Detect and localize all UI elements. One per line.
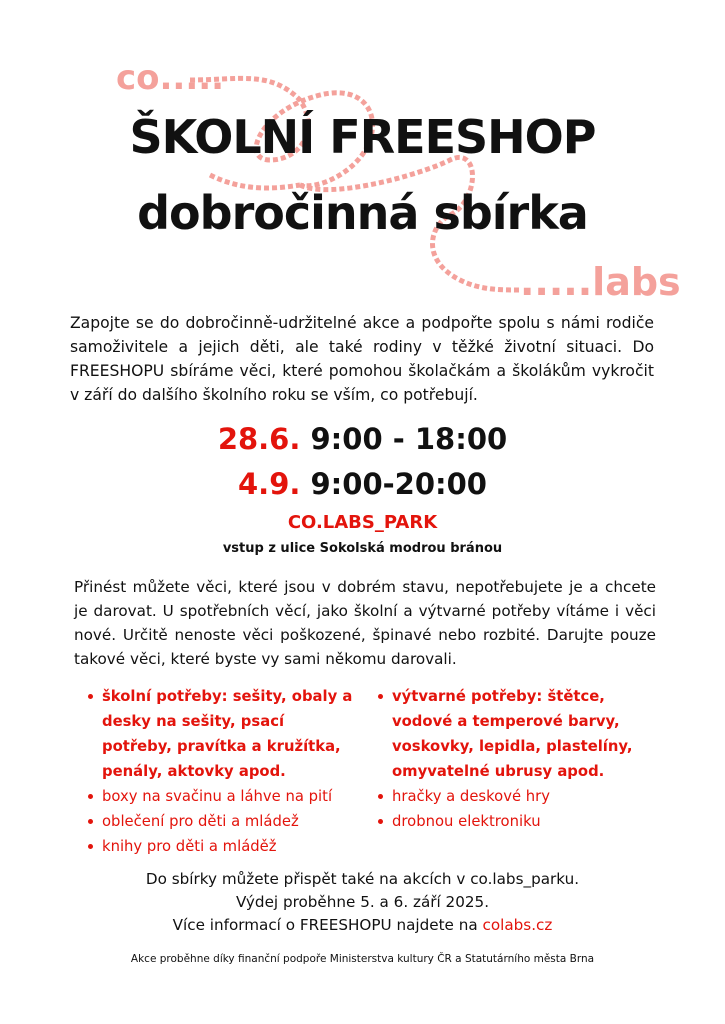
- colabs-link[interactable]: colabs.cz: [482, 916, 553, 934]
- list-item: knihy pro děti a mláděž: [86, 834, 356, 859]
- list-item: výtvarné potřeby: štětce, vodové a temperové barvy, voskovky, lepidla, plastelíny, omyvatelné ubrusy apod.: [376, 684, 666, 784]
- items-list-right: [376, 684, 666, 834]
- list-item: školní potřeby: sešity, obaly a desky na sešity, psací potřeby, pravítka a kružítka, penály, aktovky apod.: [86, 684, 356, 784]
- intro-paragraph: Zapojte se do dobročinně-udržitelné akce a podpořte spolu s námi rodiče samoživitele a jejich děti, ale také rodiny v těžké životní situaci. Do FREESHOPU sbíráme věci, které pomohou školačkám a školákům vykročit v září do dalšího školního roku se vším, co potřebují.: [70, 314, 654, 404]
- footer-info-text: Více informací o FREESHOPU najdete na: [172, 916, 483, 934]
- date-day: 28.6.: [217, 422, 301, 456]
- date-day: 4.9.: [238, 467, 301, 501]
- list-item: hračky a deskové hry: [376, 784, 666, 809]
- donation-paragraph: Přinést můžete věci, které jsou v dobrém stavu, nepotřebujete je a chcete je darovat. U spotřebních věcí, jako školní a výtvarné potřeby vítáme i věci nové. Určitě nenoste věci poškozené, špinavé nebo rozbité. Darujte pouze takové věci, které byste vy sami někomu darovali.: [74, 578, 656, 668]
- date-line-1: [0, 422, 725, 456]
- credits-note: Akce proběhne díky finanční podpoře Ministerstva kultury ČR a Statutárního města Brna: [130, 953, 595, 965]
- venue-entry: vstup z ulice Sokolská modrou bránou: [222, 541, 503, 556]
- date-time: 9:00-20:00: [310, 467, 487, 501]
- page-subtitle: dobročinná sbírka: [137, 186, 588, 240]
- list-item: boxy na svačinu a láhve na pití: [86, 784, 356, 809]
- list-item: oblečení pro děti a mládež: [86, 809, 356, 834]
- date-line-2: [0, 467, 725, 501]
- list-item: drobnou elektroniku: [376, 809, 666, 834]
- footer-line-2: Výdej proběhne 5. a 6. září 2025.: [235, 893, 490, 911]
- page-title: ŠKOLNÍ FREESHOP: [129, 110, 596, 164]
- items-list-left: [86, 684, 356, 859]
- date-time: 9:00 - 18:00: [310, 422, 508, 456]
- footer-line-3: [0, 916, 725, 934]
- logo-labs-text: .....labs: [520, 260, 681, 304]
- venue-name: CO.LABS_PARK: [287, 512, 438, 533]
- footer-line-1: Do sbírky můžete přispět také na akcích v co.labs_parku.: [145, 870, 580, 888]
- logo-co-text: co.....: [116, 58, 225, 98]
